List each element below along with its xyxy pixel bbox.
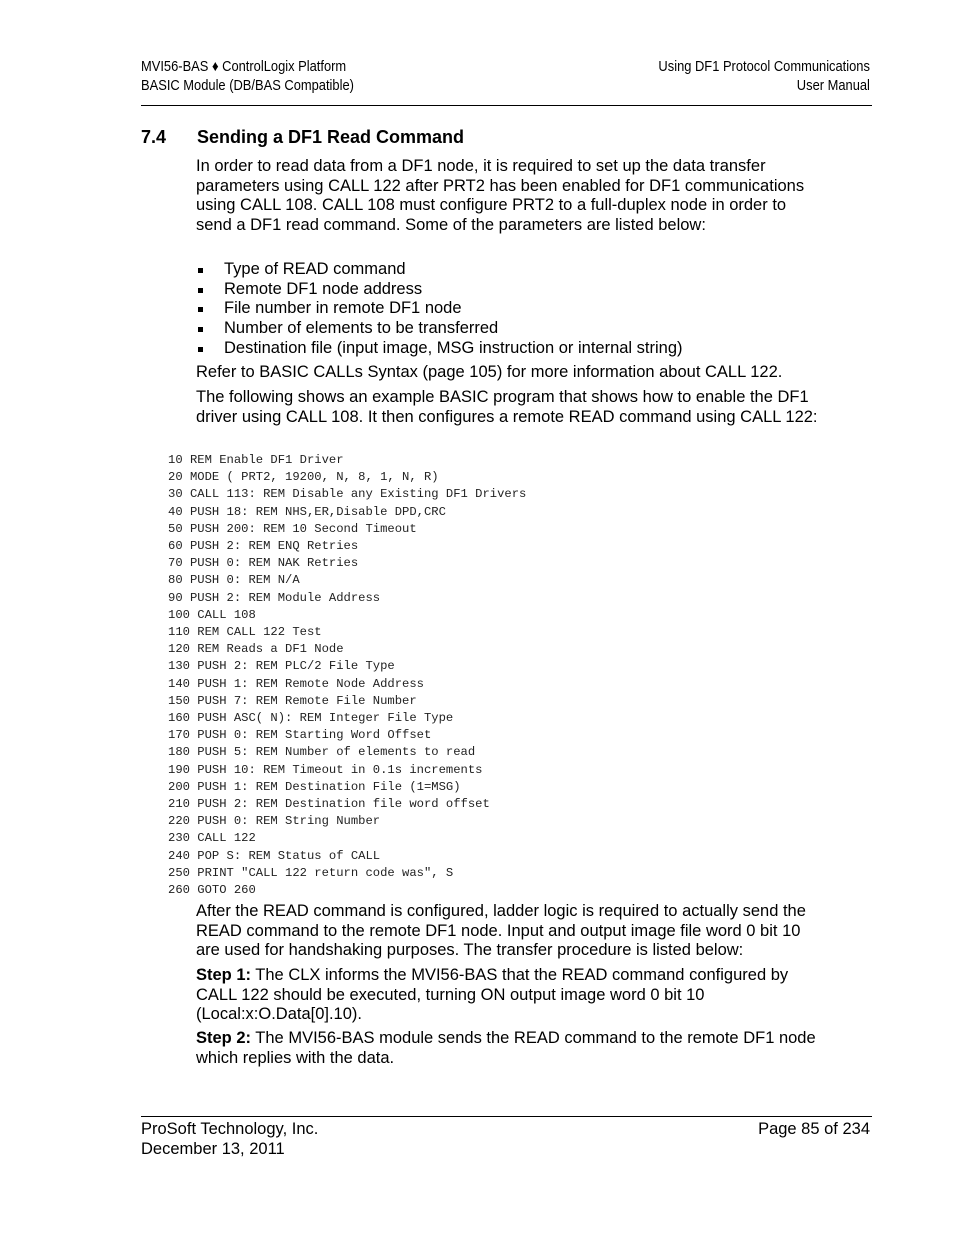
code-line: 210 PUSH 2: REM Destination file word offset — [168, 797, 490, 812]
code-line: 40 PUSH 18: REM NHS,ER,Disable DPD,CRC — [168, 504, 446, 519]
header-divider — [141, 105, 872, 106]
code-line: 130 PUSH 2: REM PLC/2 File Type — [168, 659, 395, 674]
list-item: Destination file (input image, MSG instruction or internal string) — [196, 339, 683, 359]
code-line: 150 PUSH 7: REM Remote File Number — [168, 693, 417, 708]
section-title: Sending a DF1 Read Command — [197, 127, 465, 147]
step-1-label: Step 1: — [196, 966, 252, 984]
code-listing — [168, 452, 526, 899]
bullet-square-icon — [198, 347, 203, 352]
bullet-square-icon — [198, 307, 203, 312]
bullet-square-icon — [198, 288, 203, 293]
code-line: 110 REM CALL 122 Test — [168, 625, 322, 640]
refer-paragraph: Refer to BASIC CALLs Syntax (page 105) for more information about CALL 122. — [196, 363, 783, 381]
header-left — [141, 57, 354, 95]
code-line: 60 PUSH 2: REM ENQ Retries — [168, 539, 359, 554]
list-item: Remote DF1 node address — [196, 280, 683, 300]
step-2-paragraph — [196, 1029, 826, 1068]
footer-divider — [141, 1116, 872, 1117]
footer-company: ProSoft Technology, Inc. — [141, 1120, 319, 1138]
code-line: 10 REM Enable DF1 Driver — [168, 453, 344, 467]
code-line: 70 PUSH 0: REM NAK Retries — [168, 556, 359, 571]
footer-left — [141, 1120, 318, 1159]
header-product-subtitle: BASIC Module (DB/BAS Compatible) — [141, 77, 354, 94]
code-line: 80 PUSH 0: REM N/A — [168, 573, 300, 588]
code-line: 240 POP S: REM Status of CALL — [168, 848, 381, 863]
code-line: 180 PUSH 5: REM Number of elements to read — [168, 745, 476, 760]
bullet-square-icon — [198, 268, 203, 273]
after-paragraph: After the READ command is configured, ladder logic is required to actually send the READ command to the remote DF1 node. Input and output image file word 0 bit 10 are used for handshaking purposes. The transfer procedure is listed below: — [196, 902, 806, 960]
code-line: 250 PRINT "CALL 122 return code was", S — [168, 865, 454, 880]
step-2-text: The MVI56-BAS module sends the READ command to the remote DF1 node which replies with the data. — [196, 1029, 816, 1067]
list-item: File number in remote DF1 node — [196, 299, 683, 319]
section-heading — [141, 126, 464, 148]
page-number: Page 85 of 234 — [758, 1120, 870, 1138]
footer-right — [758, 1120, 870, 1140]
bullet-square-icon — [198, 327, 203, 332]
step-1-text: The CLX informs the MVI56-BAS that the READ command configured by CALL 122 should be executed, turning ON output image word 0 bit 10 (Local:x:O.Data[0].10). — [196, 966, 789, 1024]
code-line: 100 CALL 108 — [168, 607, 256, 622]
parameter-list — [196, 260, 683, 359]
code-line: 50 PUSH 200: REM 10 Second Timeout — [168, 521, 417, 536]
footer-date: December 13, 2011 — [141, 1139, 285, 1158]
code-line: 20 MODE ( PRT2, 19200, N, 8, 1, N, R) — [168, 470, 439, 485]
code-line: 160 PUSH ASC( N): REM Integer File Type — [168, 711, 454, 726]
code-line: 190 PUSH 10: REM Timeout in 0.1s increments — [168, 762, 483, 777]
code-line: 140 PUSH 1: REM Remote Node Address — [168, 676, 424, 691]
example-intro-paragraph: The following shows an example BASIC program that shows how to enable the DF1 driver using CALL 108. It then configures a remote READ command using CALL 122: — [196, 388, 818, 426]
list-item: Type of READ command — [196, 260, 683, 280]
section-number: 7.4 — [141, 127, 167, 147]
code-line: 120 REM Reads a DF1 Node — [168, 642, 344, 657]
code-line: 200 PUSH 1: REM Destination File (1=MSG) — [168, 779, 461, 794]
code-line: 230 CALL 122 — [168, 831, 256, 846]
code-line: 30 CALL 113: REM Disable any Existing DF1 Drivers — [168, 487, 527, 502]
step-2-label: Step 2: — [196, 1029, 252, 1047]
header-product-title: MVI56-BAS ♦ ControlLogix Platform — [141, 58, 347, 75]
header-manual-name: User Manual — [796, 77, 870, 94]
code-line: 260 GOTO 260 — [168, 883, 256, 898]
code-line: 170 PUSH 0: REM Starting Word Offset — [168, 728, 432, 743]
intro-paragraph: In order to read data from a DF1 node, it is required to set up the data transfer parameters using CALL 122 after PRT2 has been enabled for DF1 communications using CALL 108. CALL 108 must configure PRT2 to a full-duplex node in order to send a DF1 read command. Some of the parameters are listed below: — [196, 157, 805, 235]
code-line: 220 PUSH 0: REM String Number — [168, 814, 381, 829]
header-right — [658, 57, 870, 95]
header-chapter-title: Using DF1 Protocol Communications — [658, 58, 870, 75]
code-line: 90 PUSH 2: REM Module Address — [168, 590, 381, 605]
list-item: Number of elements to be transferred — [196, 319, 683, 339]
step-1-paragraph — [196, 966, 826, 1025]
